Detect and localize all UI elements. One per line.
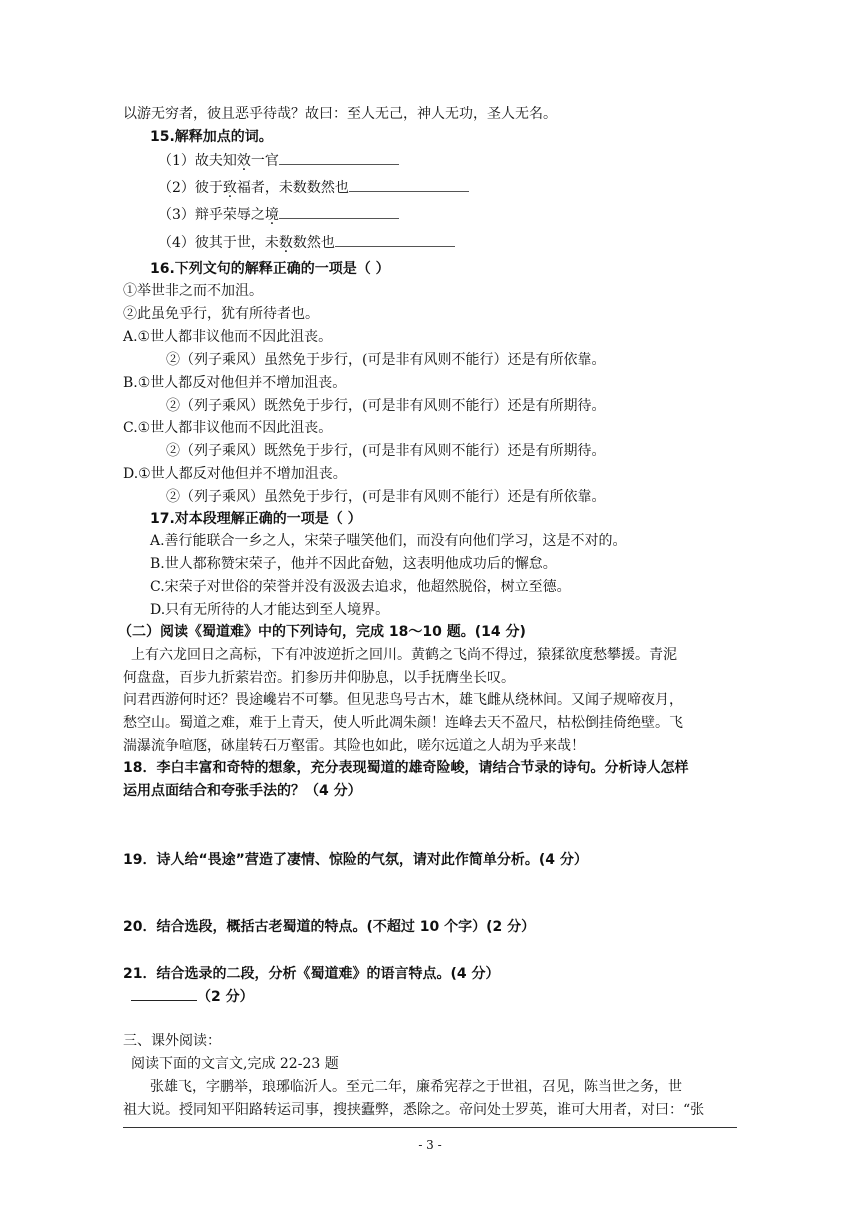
q16-option-b-2: ②（列子乘风）既然免于步行，(可是非有风则不能行）还是有所期待。 (166, 398, 606, 414)
answer-blank[interactable] (131, 986, 197, 1001)
question-17: 17.对本段理解正确的一项是（ ） (150, 511, 362, 527)
q15-item-4: （4）彼其于世，未数数然也 (158, 232, 455, 253)
q16-option-a-1: A.①世人都非议他而不因此沮丧。 (123, 329, 333, 345)
q16-option-d-2: ②（列子乘风）虽然免于步行，(可是非有风则不能行）还是有所依靠。 (166, 489, 606, 505)
passage-line: 以游无穷者，彼且恶乎待哉？故曰：至人无己，神人无功，圣人无名。 (123, 106, 557, 122)
q16-option-c-2: ②（列子乘风）既然免于步行，(可是非有风则不能行）还是有所期待。 (166, 443, 606, 459)
q16-option-a-2: ②（列子乘风）虽然免于步行，(可是非有风则不能行）还是有所依靠。 (166, 352, 606, 368)
question-18: 18．李白丰富和奇特的想象，充分表现蜀道的雄奇险峻，请结合节录的诗句。分析诗人怎样 (123, 760, 689, 776)
question-18-cont: 运用点面结合和夸张手法的？（4 分） (123, 783, 362, 799)
q16-option-b-1: B.①世人都反对他但并不增加沮丧。 (123, 375, 347, 391)
section-3-heading: 三、课外阅读： (123, 1033, 221, 1049)
question-21: 21．结合选录的二段，分析《蜀道难》的语言特点。(4 分） (123, 966, 500, 982)
dotted-char: 境 (264, 207, 279, 223)
dotted-char: 数 (278, 235, 293, 251)
q15-item-3: （3）辩乎荣辱之境 (158, 204, 399, 225)
answer-blank[interactable] (335, 232, 455, 247)
question-15: 15.解释加点的词。 (150, 129, 273, 145)
poem-line: 问君西游何时还？畏途巉岩不可攀。但见悲鸟号古木，雄飞雌从绕林间。又闻子规啼夜月， (123, 692, 683, 708)
q17-option-c: C.宋荣子对世俗的荣誉并没有汲汲去追求，他超然脱俗，树立至德。 (150, 579, 571, 595)
section-2-heading: （二）阅读《蜀道难》中的下列诗句，完成 18～10 题。(14 分) (118, 624, 526, 640)
q16-option-c-1: C.①世人都非议他而不因此沮丧。 (123, 420, 333, 436)
question-21-score: （2 分） (131, 986, 254, 1007)
poem-line: 上有六龙回日之高标，下有冲波逆折之回川。黄鹤之飞尚不得过，猿猱欲度愁攀援。青泥 (131, 647, 677, 663)
dotted-char: 效 (236, 153, 251, 169)
q16-sentence-2: ②此虽免乎行，犹有所待者也。 (123, 306, 319, 322)
answer-blank[interactable] (279, 150, 399, 165)
classical-text-line: 祖大说。授同知平阳路转运司事，搜挟蠹弊，悉除之。帝问处士罗英，谁可大用者，对曰：“张 (123, 1102, 705, 1118)
q15-item-1: （1）故夫知效一官 (158, 150, 399, 171)
q17-option-b: B.世人都称赞宋荣子，他并不因此奋勉，这表明他成功后的懈怠。 (150, 556, 557, 572)
poem-line: 愁空山。蜀道之难，难于上青天，使人听此凋朱颜！连峰去天不盈尺，枯松倒挂倚绝壁。飞 (123, 715, 683, 731)
poem-line: 湍瀑流争喧豗，砯崖转石万壑雷。其险也如此，嗟尔远道之人胡为乎来哉！ (123, 738, 585, 754)
q17-option-d: D.只有无所待的人才能达到至人境界。 (150, 602, 390, 618)
q15-item-2: （2）彼于致福者，未数数然也 (158, 177, 469, 198)
q17-option-a: A.善行能联合一乡之人，宋荣子嗤笑他们，而没有向他们学习，这是不对的。 (150, 533, 627, 549)
question-19: 19．诗人给“畏途”营造了凄情、惊险的气氛，请对此作简单分析。(4 分） (123, 852, 588, 868)
question-16: 16.下列文句的解释正确的一项是（ ） (150, 261, 390, 277)
q16-option-d-1: D.①世人都反对他但并不增加沮丧。 (123, 466, 347, 482)
dotted-char: 致 (222, 180, 237, 196)
section-3-subheading: 阅读下面的文言文,完成 22-23 题 (131, 1056, 339, 1072)
answer-blank[interactable] (349, 177, 469, 192)
footer-divider (123, 1127, 737, 1128)
page-number: - 3 - (418, 1138, 442, 1152)
question-20: 20．结合选段，概括古老蜀道的特点。(不超过 10 个字）(2 分） (123, 919, 536, 935)
classical-text-line: 张雄飞，字鹏举，琅琊临沂人。至元二年，廉希宪荐之于世祖，召见，陈当世之务，世 (150, 1079, 682, 1095)
answer-blank[interactable] (279, 204, 399, 219)
poem-line: 何盘盘，百步九折萦岩峦。扪参历井仰胁息，以手抚膺坐长叹。 (123, 670, 515, 686)
q16-sentence-1: ①举世非之而不加沮。 (123, 283, 263, 299)
